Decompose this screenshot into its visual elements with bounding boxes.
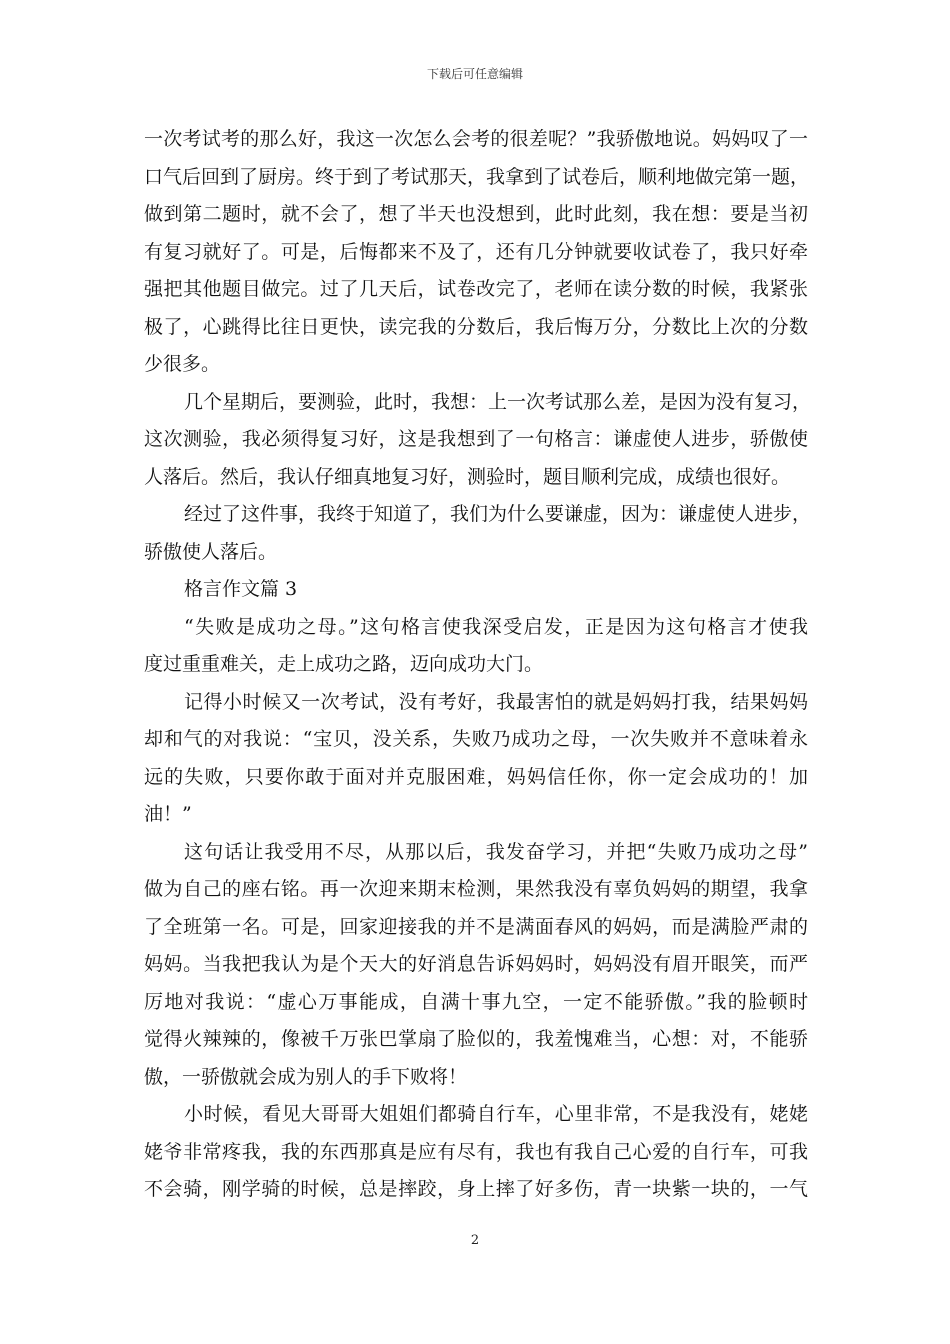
text-line: 强把其他题目做完。过了几天后，试卷改完了，老师在读分数的时候，我紧张 bbox=[144, 278, 808, 300]
text-line: “失败是成功之母。”这句格言使我深受启发，正是因为这句格言才使我 bbox=[184, 615, 808, 638]
page-number: 2 bbox=[470, 1233, 480, 1248]
text-line: 记得小时候又一次考试，没有考好，我最害怕的就是妈妈打我，结果妈妈 bbox=[184, 690, 808, 713]
text-line: 几个星期后，要测验，此时，我想：上一次考试那么差，是因为没有复习， bbox=[184, 390, 812, 413]
text-line: 骄傲使人落后。 bbox=[144, 540, 278, 563]
text-line: 人落后。然后，我认仔细真地复习好，测验时，题目顺利完成，成绩也很好。 bbox=[144, 465, 791, 488]
text-line: 厉地对我说：“虚心万事能成，自满十事九空，一定不能骄傲。”我的脸顿时 bbox=[144, 990, 808, 1013]
text-line: 做为自己的座右铭。再一次迎来期末检测，果然我没有辜负妈妈的期望，我拿 bbox=[144, 878, 808, 900]
text-line: 傲，一骄傲就会成为别人的手下败将！ bbox=[144, 1065, 468, 1088]
text-line: 做到第二题时，就不会了，想了半天也没想到，此时此刻，我在想：要是当初 bbox=[144, 203, 808, 225]
text-line: 油！” bbox=[144, 803, 192, 825]
text-line: 口气后回到了厨房。终于到了考试那天，我拿到了试卷后，顺利地做完第一题， bbox=[144, 165, 810, 188]
section-heading: 格言作文篇 3 bbox=[184, 578, 298, 600]
text-line: 不会骑，刚学骑的时候，总是摔跤，身上摔了好多伤，青一块紫一块的，一气 bbox=[144, 1178, 808, 1200]
text-line: 有复习就好了。可是，后悔都来不及了，还有几分钟就要收试卷了，我只好牵 bbox=[144, 240, 808, 263]
text-line: 却和气的对我说：“宝贝，没关系，失败乃成功之母，一次失败并不意味着永 bbox=[144, 728, 808, 750]
text-line: 姥爷非常疼我，我的东西那真是应有尽有，我也有我自己心爱的自行车，可我 bbox=[144, 1140, 808, 1163]
text-line: 这句话让我受用不尽，从那以后，我发奋学习，并把“失败乃成功之母” bbox=[184, 840, 808, 863]
document-body bbox=[144, 121, 812, 1209]
text-line: 度过重重难关，走上成功之路，迈向成功大门。 bbox=[144, 653, 544, 675]
text-line: 了全班第一名。可是，回家迎接我的并不是满面春风的妈妈，而是满脸严肃的 bbox=[144, 915, 808, 938]
text-line: 觉得火辣辣的，像被千万张巴掌扇了脸似的，我羞愧难当，心想：对，不能骄 bbox=[144, 1028, 808, 1050]
page-header: 下载后可任意编辑 bbox=[426, 67, 523, 81]
text-line: 妈妈。当我把我认为是个天大的好消息告诉妈妈时，妈妈没有眉开眼笑，而严 bbox=[144, 953, 808, 975]
text-line: 远的失败，只要你敢于面对并克服困难，妈妈信任你，你一定会成功的！加 bbox=[144, 765, 808, 788]
text-line: 这次测验，我必须得复习好，这是我想到了一句格言：谦虚使人进步，骄傲使 bbox=[144, 428, 808, 450]
text-line: 极了，心跳得比往日更快，读完我的分数后，我后悔万分，分数比上次的分数 bbox=[144, 315, 808, 338]
text-line: 经过了这件事，我终于知道了，我们为什么要谦虚，因为：谦虚使人进步， bbox=[184, 503, 812, 525]
text-line: 少很多。 bbox=[144, 353, 221, 375]
text-line: 一次考试考的那么好，我这一次怎么会考的很差呢？”我骄傲地说。妈妈叹了一 bbox=[144, 128, 808, 150]
text-line: 小时候，看见大哥哥大姐姐们都骑自行车，心里非常，不是我没有，姥姥 bbox=[184, 1103, 808, 1125]
